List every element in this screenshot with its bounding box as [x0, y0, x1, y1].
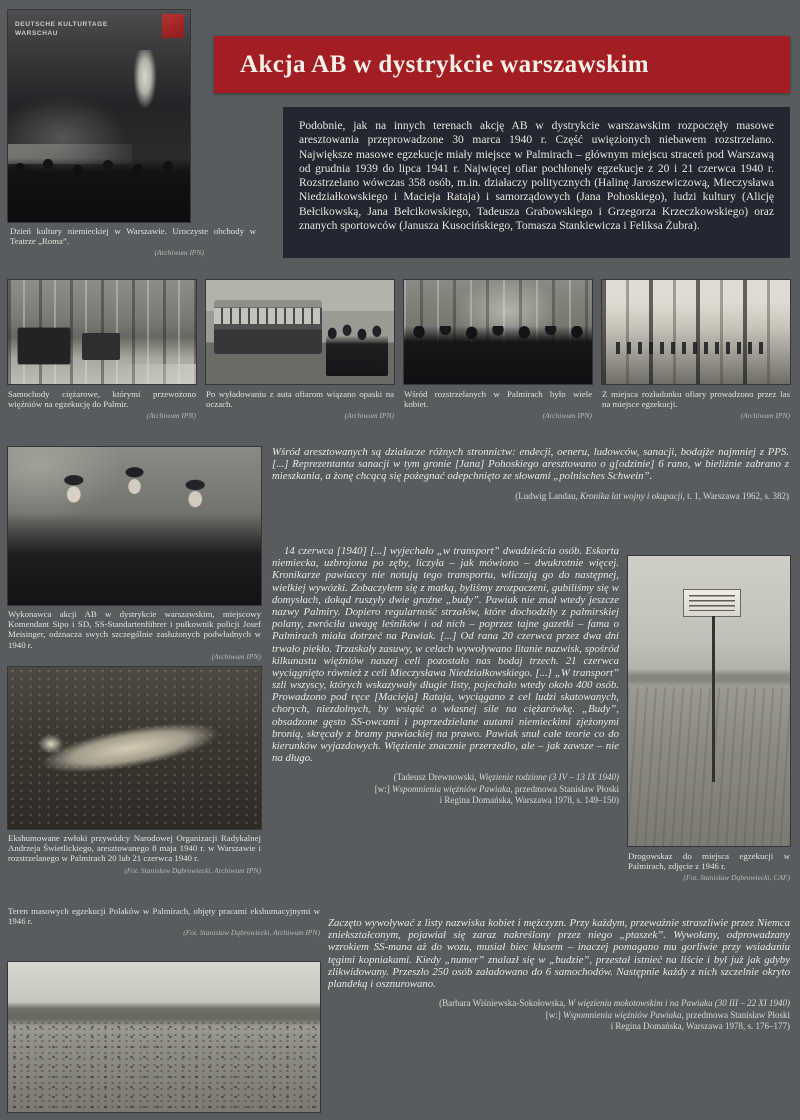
caption-text: Drogowskaz do miejsca egzekucji w Palmirach, zdjęcie z 1946 r. — [628, 851, 790, 872]
caption-forest-march — [602, 389, 790, 420]
caption-text: Teren masowych egzekucji Polaków w Palmirach, objęty pracami ekshumacyjnymi w 1946 r. — [8, 906, 320, 927]
caption-signpost — [628, 851, 790, 882]
caption-text: Z miejsca rozładunku ofiary prowadzono przez las na miejsce egzekucji. — [602, 389, 790, 410]
quote-attribution: (Ludwig Landau, Kronika lat wojny i okupacji, t. 1, Warszawa 1962, s. 382) — [515, 490, 789, 501]
photo-trucks — [8, 280, 196, 384]
photo-forest-group — [404, 280, 592, 384]
photo-palmiry-panorama — [8, 962, 320, 1112]
quote-wisniewska — [328, 917, 790, 1033]
audience-silhouette — [8, 158, 190, 222]
marching-figures — [616, 342, 766, 354]
photo-credit: (Archiwum IPN) — [542, 411, 592, 421]
caption-text: Dzień kultury niemieckiej w Warszawie. Uroczyste obchody w Teatrze „Roma”. — [10, 226, 256, 247]
quote-attribution: (Tadeusz Drewnowski, Więzienie rodzinne (3 IV – 13 IX 1940) [w:] Wspomnienia więźniów Pawiaka, przedmowa Stanisław Płoski i Regina Domańska, Warszawa 1978, s. 149–150) — [374, 772, 619, 806]
truck-silhouette — [82, 333, 120, 360]
photo-banner-text: DEUTSCHE KULTURTAGE WARSCHAU — [15, 21, 108, 38]
red-flag-patch — [162, 14, 184, 38]
caption-panorama — [8, 906, 320, 937]
truck-silhouette — [18, 328, 70, 364]
caption-officers — [8, 609, 261, 661]
quote-text: Zaczęto wywoływać z listy nazwiska kobiet i mężczyzn. Przy każdym, przeważnie straszliwie przez Niemca zniekształconym, pojawiał się zaraz nakreślony przez niego „ptaszek”. Wywołany, odprowadzany wzrokiem SS-mana aż do wozu, musiał biec kłusem – inaczej pomagano mu gorliwie przy wsiadaniu tęgimi kopniakami. Kiedy „numer” znalazł się w „budzie”, przestał istnieć na liście i był już jak gdyby zlikwidowany. Przeszło 250 osób załadowano do 6 samochodów. Następnie każdy z nich szczelnie okryto plandeką i osznurowano. — [328, 917, 790, 990]
caption-exhumation — [8, 833, 261, 875]
exhumation-field-texture — [8, 1022, 320, 1112]
intro-text: Podobnie, jak na innych terenach akcję AB w dystrykcie warszawskim rozpoczęły masowe aresztowania przeprowadzone 30 marca 1940 r. Część uwięzionych niebawem rozstrzelano. Największe masowe egzekucje miały miejsce w Palmirach – głównym miejscu straceń pod Warszawą od grudnia 1939 do lipca 1941 r. Najwięcej ofiar pochłonęły egzekucje z 20 i 21 czerwca 1940 r. Rozstrzelano wówczas 358 osób, m.in. działaczy politycznych (Halinę Jaroszewiczową, Mieczysława Niedziałkowskiego i Macieja Rataja) i samorządowych (Jana Pohoskiego), ludzi kultury (Alicję Bełcikowską, Jana Bełcikowskiego, Tadeusza Grabowskiego i Grzegorza Krzeczkowskiego) oraz znanych sportowców (Janusza Kusocińskiego, Tomasza Stankiewicza i Feliksa Żubra). — [299, 120, 774, 232]
caption-forest-group — [404, 389, 592, 420]
road-highlight — [111, 364, 196, 384]
signpost-pole — [712, 602, 715, 782]
photo-credit: (Archiwum IPN) — [154, 248, 204, 258]
caption-bus — [206, 389, 394, 420]
bus-silhouette — [214, 300, 322, 354]
intro-box — [283, 107, 790, 258]
quote-drewnowski — [272, 545, 619, 807]
quote-landau — [272, 446, 789, 502]
photo-credit: (Archiwum IPN) — [740, 411, 790, 421]
photo-credit: (Archiwum IPN) — [146, 411, 196, 421]
photo-bus-unloading — [206, 280, 394, 384]
exhumed-remains-detail — [34, 731, 68, 757]
page-title: Akcja AB w dystrykcie warszawskim — [240, 51, 650, 78]
photo-meisinger-officers — [8, 447, 261, 605]
caption-theater — [10, 226, 256, 257]
crowd-silhouette — [404, 326, 592, 384]
caption-text: Wśród rozstrzelanych w Palmirach było wiele kobiet. — [404, 389, 592, 410]
photo-credit: (Fot. Stanisław Dąbrowiecki, Archiwum IPN) — [183, 928, 320, 938]
quote-text: Wśród aresztowanych są działacze różnych stronnictw: endecji, oeneru, ludowców, sanacji, bodajże najmniej z PPS. [...] Reprezentanta sanacji w tym gronie [Jana] Pohoskiego aresztowano o g[odzinie] 6 rano, w bieliźnie zabrano z mieszkania, a żonę chcącą się pożegnać odepchnięto ze słowami „polnisches Schwein”. — [272, 446, 789, 483]
caption-text: Samochody ciężarowe, którymi przewożono więźniów na egzekucję do Palmir. — [8, 389, 196, 410]
caption-text: Po wyładowaniu z auta ofiarom wiązano opaski na oczach. — [206, 389, 394, 410]
photo-signpost — [628, 556, 790, 846]
people-silhouette — [326, 324, 388, 376]
signpost-sign — [684, 590, 740, 616]
caption-trucks — [8, 389, 196, 420]
photo-credit: (Archiwum IPN) — [344, 411, 394, 421]
photo-exhumation — [8, 667, 261, 829]
caption-text: Ekshumowane zwłoki przywódcy Narodowej Organizacji Radykalnej Andrzeja Świetlickiego, aresztowanego 8 maja 1940 r. w Warszawie i rozstrzelanego w Palmirach 20 lub 21 czerwca 1940 r. — [8, 833, 261, 864]
photo-theater-roma — [8, 10, 190, 222]
title-banner — [214, 36, 790, 93]
quote-attribution: (Barbara Wiśniewska-Sokołowska, W więzieniu mokotowskim i na Pawiaku (30 III – 22 XI 1940) [w:] Wspomnienia więźniów Pawiaka, przedmowa Stanisław Płoski i Regina Domańska, Warszawa 1978, s. 176–177) — [439, 998, 790, 1032]
stage-statue-highlight — [130, 50, 160, 155]
photo-credit: (Archiwum IPN) — [211, 651, 261, 661]
quote-text: 14 czerwca [1940] [...] wyjechało „w transport” dwadzieścia osób. Eskorta niemiecka, uzbrojona po zęby, liczyła – jak mówiono – dwukrotnie więcej. Kronikarze pawiaccy nie notują tego transportu, wliczają go do następnej, wielkiej wywózki. Zobaczyłem się z matką, byliśmy zrozpaczeni, gubiliśmy się w domysłach, dokąd ruszyły dwie groźne „budy”. Pawiak nie znał wtedy jeszcze nazwy Palmiry. Dopiero regularność strzałów, które dochodziły z palmirskiej polany, zwróciła uwagę leśników i od nich – poprzez tajne gazetki – fama o Palmirach miała dotrzeć na Pawiak. [...] Od rana 20 czerwca przez dwa dni trwało piekło. Trzaskały zasuwy, w celach wywoływano litanie nazwisk, spośród kilkunastu więźniów naszej celi pozostało nas bodaj trzech. 21 czerwca wyciągnięto również z celi Mieczysława Niedziałkowskiego. [...] „W transport” szli wszyscy, których wskazywały długie listy, pojechało wtedy około 400 osób. Prowadzono pod ręce [Macieja] Rataja, wyciągano z cel ludzi skatowanych, chorych, niezdolnych, by wsiąść o własnej sile na ciężarówkę. „Budy”, obsadzone gęsto SS-owcami i poprzedzielane autami niemieckimi zjeżonymi bronią, skręcały z bramy pawiackiej na prawo. Pawiak snuł całe teorie co do kierunków wyjazdowych. Więzienie znacznie przerzedło, ale – jak zawsze – nie na długo. — [272, 545, 619, 765]
caption-text: Wykonawca akcji AB w dystrykcie warszawskim, miejscowy Komendant Sipo i SD, SS-Standartenführer i pułkownik policji Josef Meisinger, odznacza swych szczególnie zasłużonych podwładnych w 1940 r. — [8, 609, 261, 650]
photo-credit: (Fot. Stanisław Dąbrowiecki, CAF) — [683, 873, 790, 883]
photo-credit: (Fot. Stanisław Dąbrowiecki, Archiwum IPN) — [124, 865, 261, 875]
photo-forest-march — [602, 280, 790, 384]
field-furrows — [628, 687, 790, 847]
